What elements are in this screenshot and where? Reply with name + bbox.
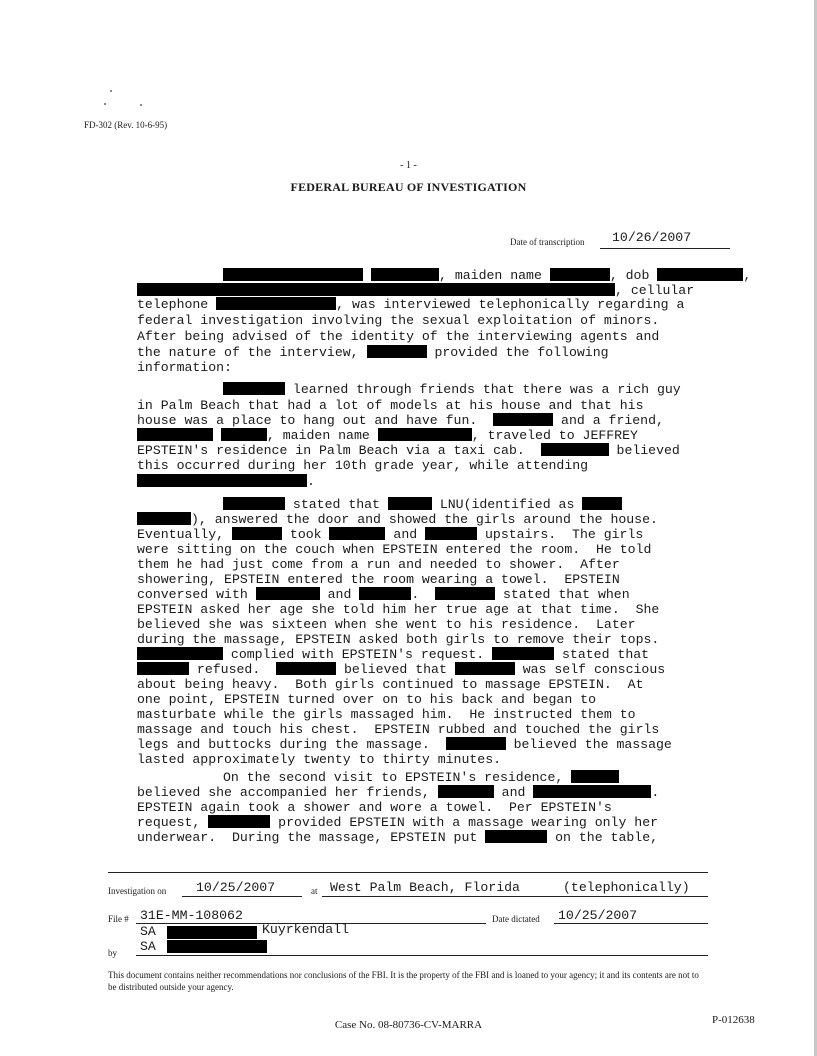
paragraph-3-line [137,737,672,753]
paragraph-4-line [137,830,658,846]
paragraph-1-line: , cellular [137,283,694,299]
paragraph-2-line: . [137,474,315,490]
scan-speck [110,90,112,92]
text-run: request, [137,815,201,830]
text-run: Eventually, [137,527,225,542]
text-run: believed the massage [513,737,672,752]
paragraph-3-line [137,647,649,663]
agent-prefix-2: SA [140,939,156,954]
paragraph-4-line [137,815,658,831]
page-marker: - 1 - [400,160,417,171]
redaction [223,497,285,510]
redaction [657,268,743,281]
text-run: stated that when [502,587,630,602]
redaction [223,268,363,281]
paragraph-2-line: in Palm Beach that had a lot of models at his house and that his [137,398,644,413]
paragraph-3-line: during the massage, EPSTEIN asked both girls to remove their tops. [137,632,660,647]
redaction [137,647,223,660]
paragraph-3-line [137,527,643,543]
form-number: FD-302 (Rev. 10-6-95) [84,120,168,130]
case-number: Case No. 08-80736-CV-MARRA [334,1019,483,1031]
file-label: File # [108,914,129,924]
redaction [359,587,411,600]
text-run: was self conscious [522,662,666,677]
paragraph-2-line [137,443,680,459]
text-run: house was a place to hang out and have fun. [137,413,478,428]
text-run: believed that [343,662,447,677]
redaction [485,830,547,843]
text-run: maiden name [454,268,542,283]
paragraph-3-line: were sitting on the couch when EPSTEIN entered the room. He told [137,542,652,557]
text-run: stated that [292,497,380,512]
paragraph-2-line: , maiden name , traveled to JEFFREY [137,428,638,444]
text-run: the nature of the interview, [137,345,359,360]
text-run: provided EPSTEIN with a massage wearing only her [278,815,659,830]
text-run: stated that [562,647,650,662]
scan-speck [140,104,142,106]
paragraph-3 [137,497,622,513]
redaction [232,527,282,540]
bates-number: P-012638 [712,1014,755,1026]
text-run: traveled to JEFFREY [487,428,638,443]
paragraph-3-line: massage and touch his chest. EPSTEIN rubbed and touched the girls [137,722,660,737]
text-run: complied with EPSTEIN's request. [230,647,485,662]
redaction [455,662,515,675]
redaction [256,587,320,600]
paragraph-3-line: EPSTEIN asked her age she told him her true age at that time. She [137,602,660,617]
text-run: On the second visit to EPSTEIN's residence, [223,770,564,785]
investigation-date-line [182,896,302,897]
text-run: refused. [196,662,261,677]
file-number: 31E-MM-108062 [140,908,243,923]
redaction [492,647,554,660]
redaction [137,283,615,296]
dictated-date: 10/25/2007 [558,908,638,923]
redaction [425,527,477,540]
dictated-label: Date dictated [492,914,540,924]
text-run: and [393,527,418,542]
paragraph-3-line: about being heavy. Both girls continued to massage EPSTEIN. At [137,677,644,692]
redaction [388,497,432,510]
investigation-location: West Palm Beach, Florida [330,880,520,895]
redaction [571,770,619,783]
redaction [208,815,270,828]
redaction [167,926,257,939]
paragraph-1-line: information: [137,360,232,375]
text-run: maiden name [282,428,370,443]
text-run: upstairs. The girls [485,527,644,542]
redaction [223,382,285,395]
text-run: believed [616,443,680,458]
redaction [367,345,427,358]
redaction [493,413,553,426]
redaction [582,497,622,510]
paragraph-2 [137,382,681,398]
investigation-method: (telephonically) [563,880,690,895]
text-run: cellular [630,283,695,298]
redaction [221,428,267,441]
text-run: telephone [137,297,209,312]
text-run: believed she accompanied her friends, [137,785,430,800]
paragraph-3-line [137,662,665,678]
footer-rule-top [108,872,708,873]
paragraph-3-line: them he had just come from a run and needed to shower. After [137,557,620,572]
agency-title: FEDERAL BUREAU OF INVESTIGATION [290,180,527,194]
text-run: provided the following [434,345,609,360]
transcription-underline [600,248,730,249]
disclaimer: This document contains neither recommendations nor conclusions of the FBI. It is the property of the FBI and is loaned to your agency; it and its contents are not to be distributed outside your agency. [108,970,699,992]
paragraph-3-line: conversed with and . stated that when [137,587,630,602]
scan-speck [104,103,106,105]
paragraph-3-line: showering, EPSTEIN entered the room wearing a towel. EPSTEIN [137,572,620,587]
text-run: was interviewed telephonically regarding a [351,297,685,312]
redaction [137,474,307,487]
transcription-date: 10/26/2007 [612,230,692,245]
paragraph-4-line: EPSTEIN again took a shower and wore a towel. Per EPSTEIN's [137,800,612,815]
text-run: answered the door and showed the girls around the house. [214,512,658,527]
investigation-date: 10/25/2007 [196,880,276,895]
redaction [137,428,213,441]
text-run: on the table, [555,830,659,845]
text-run: and a friend, [561,413,664,428]
text-run: dob [625,268,650,283]
redaction [167,940,267,953]
dictated-line [554,923,708,924]
redaction [137,662,189,675]
paragraph-3-line: ), answered the door and showed the girls around the house. [137,512,658,528]
paragraph-3-line: one point, EPSTEIN turned over on to his back and began to [137,692,596,707]
paragraph-4 [137,770,619,786]
redaction [446,737,506,750]
text-run: underwear. During the massage, EPSTEIN put [137,830,478,845]
paragraph-1-line: telephone , was interviewed telephonically regarding a [137,297,685,312]
paragraph-1-line: federal investigation involving the sexual exploitation of minors. [137,313,660,328]
redaction [378,428,472,441]
redaction [276,662,336,675]
agent-name-1: Kuyrkendall [262,922,350,937]
redaction [541,443,609,456]
paragraph-4-line: believed she accompanied her friends, and . [137,785,660,800]
text-run: EPSTEIN's residence in Palm Beach via a taxi cab. [137,443,525,458]
agent-prefix-1: SA [140,924,156,939]
redaction [329,527,385,540]
paragraph-2-line [137,413,664,429]
text-run: learned through friends that there was a rich guy [292,382,681,397]
text-run: took [289,527,322,542]
paragraph-3-line: believed she was sixteen when she went to his residence. Later [137,617,636,632]
paragraph-3-line: masturbate while the girls massaged him. He instructed them to [137,707,636,722]
paragraph-1: , maiden name , dob , [137,268,751,284]
redaction [533,785,651,798]
text-run: LNU(identified as [439,497,575,512]
text-run: and [327,587,352,602]
paragraph-2-line: this occurred during her 10th grade year, while attending [137,458,589,473]
redaction [435,587,495,600]
redaction [216,297,336,310]
location-line [322,896,708,897]
text-run: conversed with [137,587,248,602]
transcription-label: Date of transcription [510,237,585,247]
investigation-label: Investigation on [108,886,167,896]
footer-rule-bottom [136,955,708,956]
paragraph-3-line: lasted approximately twenty to thirty minutes. [137,752,502,767]
redaction [371,268,439,281]
text-run: legs and buttocks during the massage. [137,737,430,752]
text-run: and [501,785,526,800]
redaction [438,785,494,798]
paragraph-1-line: After being advised of the identity of the interviewing agents and [137,329,660,344]
paragraph-1-line [137,345,609,361]
by-label: by [108,948,117,958]
at-label: at [311,886,318,896]
redaction [550,268,610,281]
redaction [137,512,191,525]
